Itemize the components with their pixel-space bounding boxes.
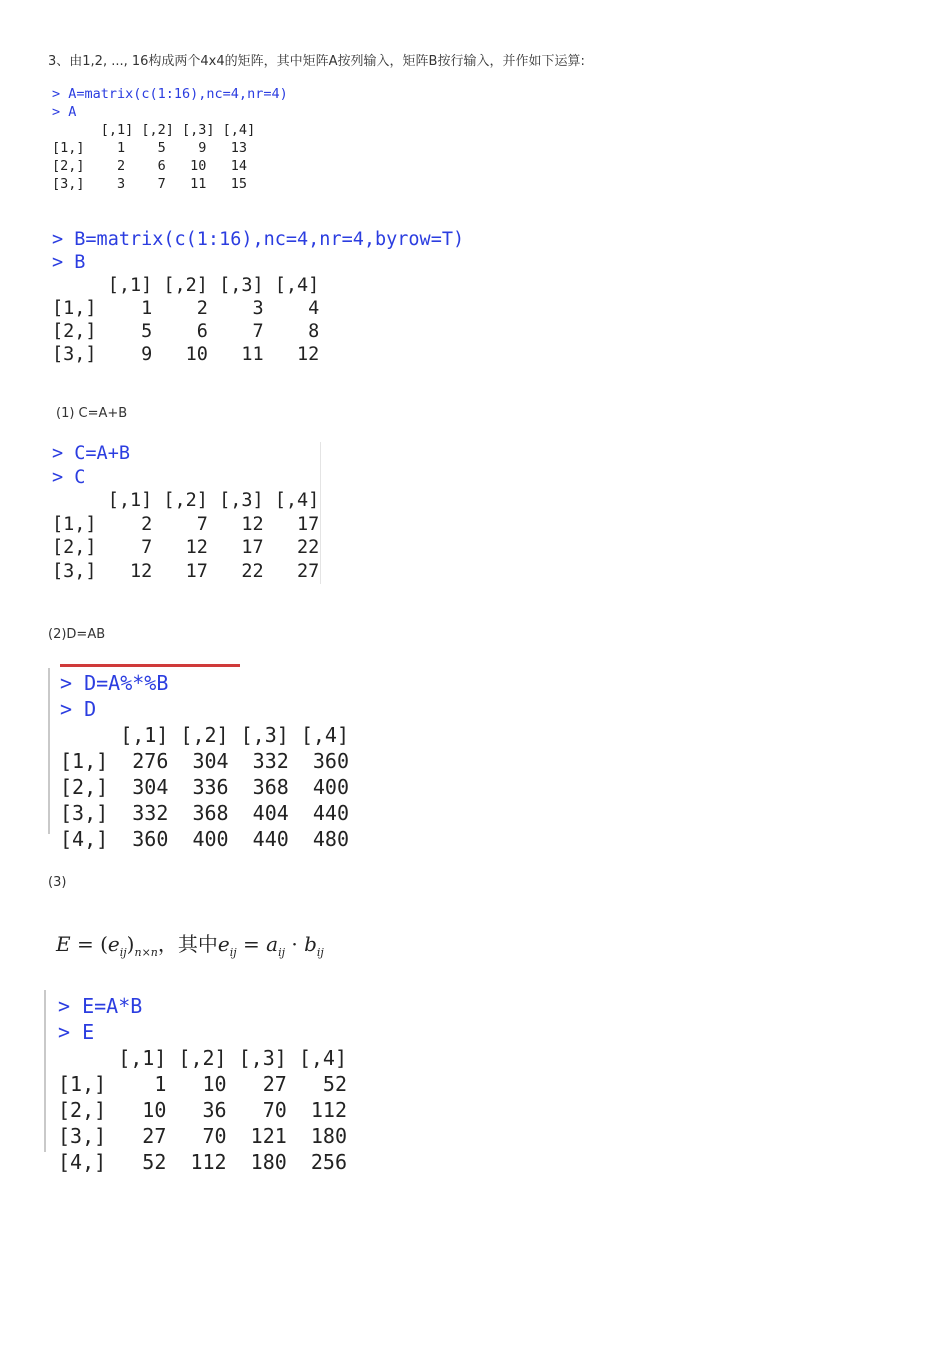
section-label-3: (3) [48,875,67,890]
formula-element-sub: ij [119,946,127,959]
formula-element: e [107,932,120,956]
console-screenshot-d [48,668,400,851]
console-screenshot-b [50,228,520,370]
section-label-1: (1) C=A+B [56,406,128,421]
command-line: > D [60,697,97,721]
cropped-line-fragment [60,664,240,667]
command-line: > C [52,466,86,488]
formula-b: b [304,932,317,956]
section-label-2: (2)D=AB [48,627,106,642]
question-heading: 3、由1,2, ..., 16构成两个4x4的矩阵，其中矩阵A按列输入，矩阵B按行输入，并作如下运算: [48,54,585,69]
formula-e-sub: ij [229,946,237,959]
command-line: > A=matrix(c(1:16),nc=4,nr=4) [52,86,288,102]
formula-eq: = ( [70,932,108,956]
command-line: > E [58,1020,95,1044]
matrix-output: [,1] [,2] [,3] [,4] [1,] 276 304 332 360 [2,] 304 336 368 400 [3,] 332 368 404 440 [4,] 360 400 440 480 [60,723,349,851]
formula-lhs: E [56,932,71,956]
matrix-output: [,1] [,2] [,3] [,4] [1,] 2 7 12 17 [2,] 7 12 17 22 [3,] 12 17 22 27 [52,490,320,582]
formula-a: a [266,932,279,956]
formula-e: e [217,932,230,956]
command-line: > B=matrix(c(1:16),nc=4,nr=4,byrow=T) [52,229,465,250]
console-screenshot-c [50,442,321,584]
command-line: > A [52,104,77,120]
matrix-output: [,1] [,2] [,3] [,4] [1,] 1 2 3 4 [2,] 5 6 7 8 [3,] 9 10 11 12 [52,275,320,365]
command-line: > D=A%*%B [60,671,169,695]
console-screenshot-a [50,85,335,192]
formula-dot: · [285,932,305,956]
formula-b-sub: ij [316,946,324,959]
formula-size-sub: n×n [134,946,158,959]
formula-eq2: = [236,932,267,956]
command-line: > B [52,252,86,273]
formula-close: ) [126,932,135,956]
command-line: > C=A+B [52,443,130,464]
command-line: > E=A*B [58,994,143,1018]
formula-a-sub: ij [278,946,286,959]
console-screenshot-e [44,990,396,1174]
formula-middle: ，其中 [157,932,218,956]
matrix-output: [,1] [,2] [,3] [,4] [1,] 1 5 9 13 [2,] 2 6 10 14 [3,] 3 7 11 15 [52,122,256,192]
matrix-output: [,1] [,2] [,3] [,4] [1,] 1 10 27 52 [2,] 10 36 70 112 [3,] 27 70 121 180 [4,] 52 112 180 256 [58,1046,347,1174]
